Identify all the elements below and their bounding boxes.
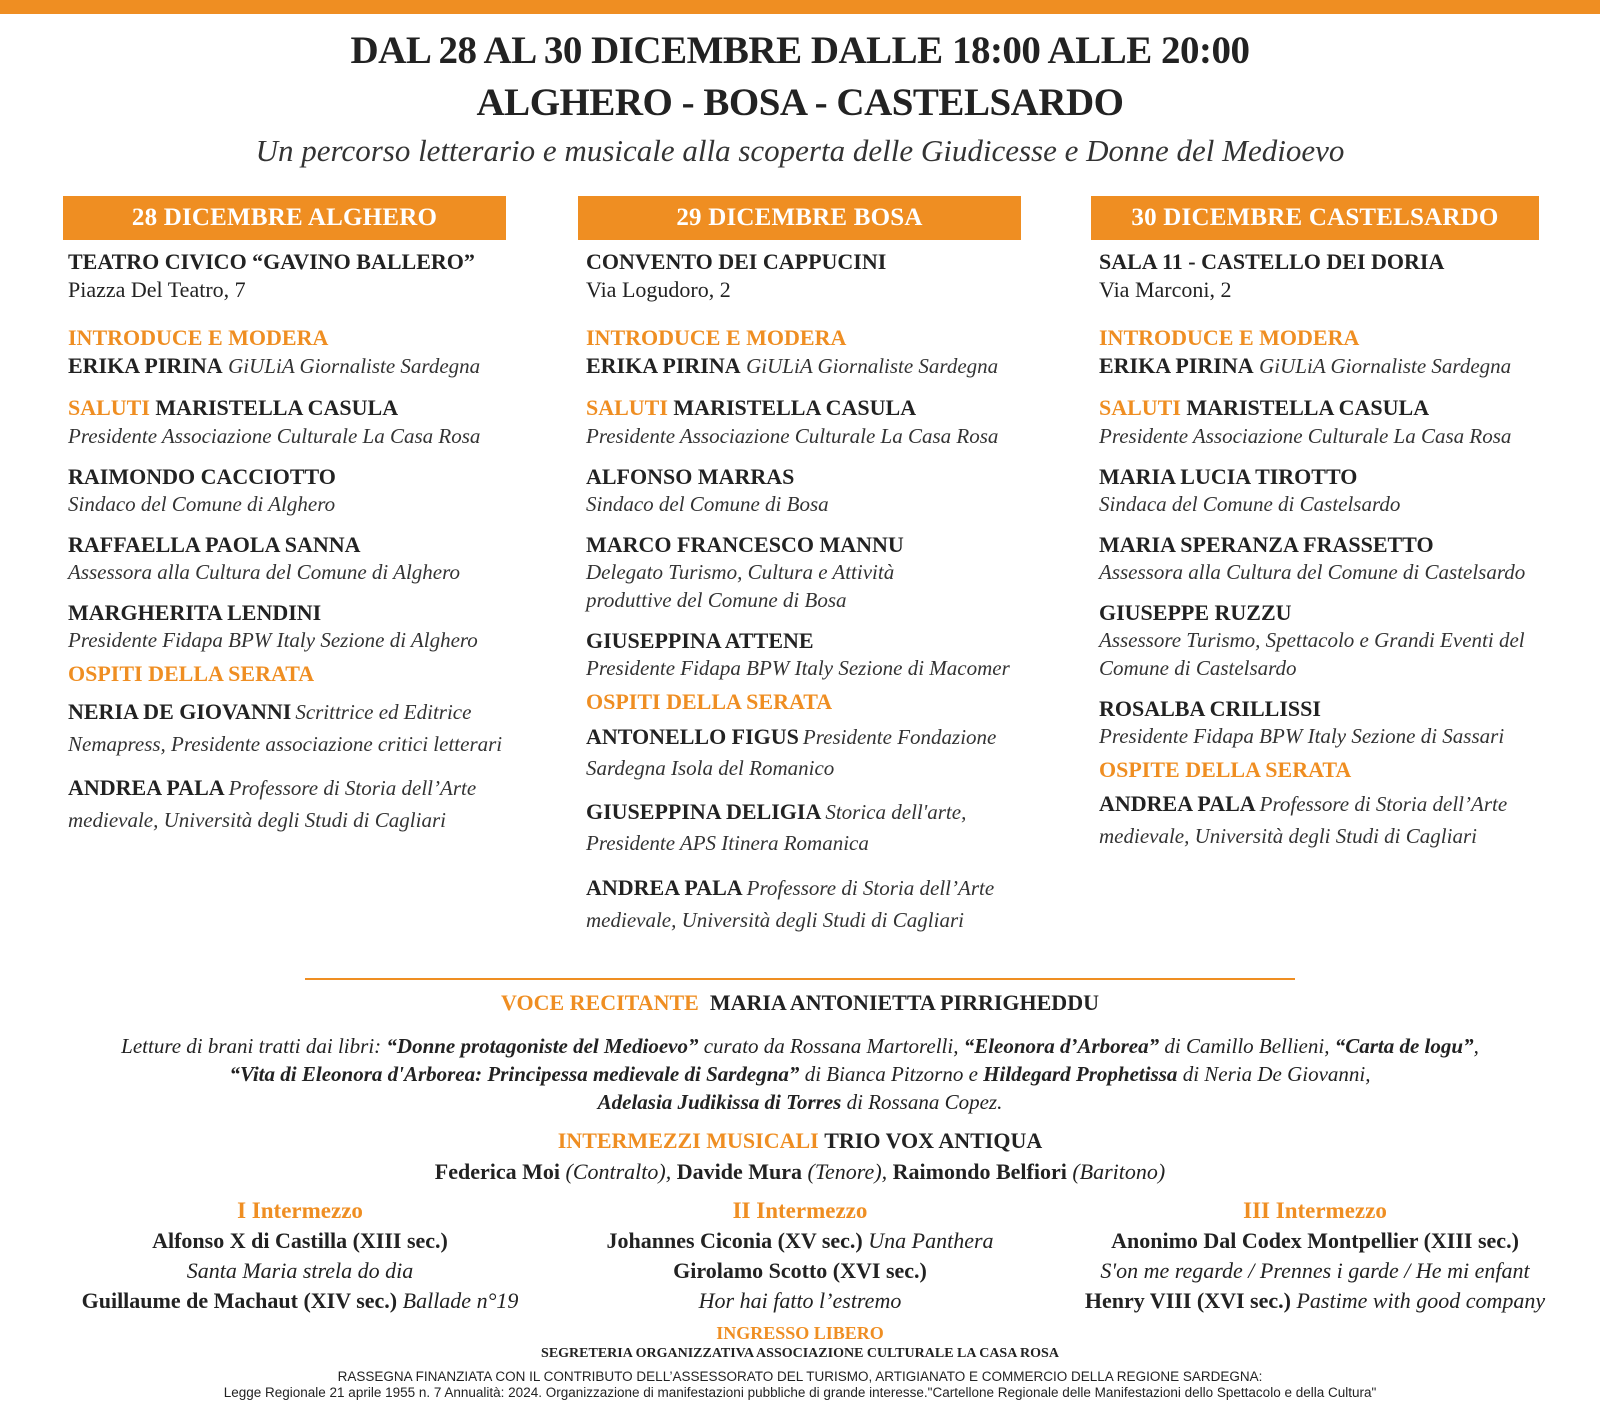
intermezzo-title: I Intermezzo <box>237 1198 363 1223</box>
saluti-role: Presidente Associazione Culturale La Casa Rosa <box>1099 424 1512 448</box>
ensemble-name: TRIO VOX ANTIQUA <box>824 1128 1043 1153</box>
person-entry <box>1099 464 1561 518</box>
rassegna-line-2: Legge Regionale 21 aprile 1955 n. 7 Annualità: 2024. Organizzazione di manifestazioni pubbliche di grande interesse."Cartellone Regionale delle Manifestazioni dello Spettacolo e della Cultura" <box>223 1385 1377 1400</box>
header-subtitle: Un percorso letterario e musicale alla scoperta delle Giudicesse e Donne del Medioevo <box>255 133 1345 168</box>
intro-name: ERIKA PIRINA <box>68 353 223 378</box>
person-name: ROSALBA CRILLISSI <box>1099 696 1321 721</box>
saluti-role: Presidente Associazione Culturale La Casa Rosa <box>68 424 481 448</box>
rassegna-line-1: RASSEGNA FINANZIATA CON IL CONTRIBUTO DELL’ASSESSORATO DEL TURISMO, ARTIGIANATO E COMMERCIO DELLA REGIONE SARDEGNA: <box>337 1369 1263 1384</box>
column-alghero <box>63 196 563 838</box>
intermezzo-title: III Intermezzo <box>1243 1198 1387 1223</box>
column-castelsardo <box>1091 196 1561 854</box>
guest-entry <box>586 872 1006 938</box>
book-author: di Neria De Giovanni, <box>1177 1062 1371 1086</box>
intro-label: INTRODUCE E MODERA <box>586 325 847 350</box>
person-role: Assessore Turismo, Spettacolo e Grandi Eventi del Comune di Castelsardo <box>1099 628 1525 680</box>
saluti-role: Presidente Associazione Culturale La Casa Rosa <box>586 424 999 448</box>
book-author: curato da Rossana Martorelli, <box>698 1034 964 1058</box>
person-role: Sindaca del Comune di Castelsardo <box>1099 492 1401 516</box>
guest-role: Storica dell'arte, Presidente APS Itinera Romanica <box>586 800 967 855</box>
guests-label: OSPITI DELLA SERATA <box>68 661 315 686</box>
guest-name: ANDREA PALA <box>68 775 225 800</box>
person-entry <box>1099 696 1561 750</box>
letture-intro: Letture di brani tratti dai libri: <box>121 1034 387 1058</box>
saluti-label: SALUTI <box>586 395 668 420</box>
top-accent-bar <box>0 0 1600 14</box>
piece-title: S'on me regarde / Prennes i garde / He mi enfant <box>1100 1258 1530 1283</box>
intermezzo-title: II Intermezzo <box>732 1198 868 1223</box>
intro-role: GiULiA Giornaliste Sardegna <box>746 354 999 378</box>
piece-title: Hor hai fatto l’estremo <box>698 1288 902 1313</box>
person-name: RAIMONDO CACCIOTTO <box>68 464 336 489</box>
saluti-name: MARISTELLA CASULA <box>673 395 917 420</box>
person-entry <box>1099 532 1561 586</box>
venue-address: Piazza Del Teatro, 7 <box>68 277 246 302</box>
person-name: MARCO FRANCESCO MANNU <box>586 532 904 557</box>
singer-name: Davide Mura <box>676 1159 802 1184</box>
person-name: GIUSEPPE RUZZU <box>1099 600 1292 625</box>
person-role: Presidente Fidapa BPW Italy Sezione di Alghero <box>68 628 478 652</box>
piece-composer: Anonimo Dal Codex Montpellier (XIII sec.) <box>1111 1228 1519 1253</box>
section-divider <box>305 978 1295 980</box>
segreteria-line: SEGRETERIA ORGANIZZATIVA ASSOCIAZIONE CULTURALE LA CASA ROSA <box>541 1346 1059 1361</box>
person-role: Assessora alla Cultura del Comune di Castelsardo <box>1099 560 1526 584</box>
guest-entry <box>586 722 1026 785</box>
rassegna-text <box>0 1369 1600 1401</box>
piece-title: Ballade n°19 <box>402 1288 519 1313</box>
piece-composer: Johannes Ciconia (XV sec.) <box>606 1228 863 1253</box>
singer-name: Raimondo Belfiori <box>892 1159 1067 1184</box>
singer-voice: (Baritono) <box>1072 1159 1166 1184</box>
column-bosa <box>578 196 1048 938</box>
venue-name: SALA 11 - CASTELLO DEI DORIA <box>1099 249 1445 274</box>
saluti-name: MARISTELLA CASULA <box>155 395 399 420</box>
guest-name: ANDREA PALA <box>1099 791 1256 816</box>
header-cities: ALGHERO - BOSA - CASTELSARDO <box>476 81 1124 124</box>
piece-title: Pastime with good company <box>1296 1288 1546 1313</box>
day-header: 30 DICEMBRE CASTELSARDO <box>1091 196 1539 240</box>
guest-entry <box>68 772 498 838</box>
intermezzo-2 <box>520 1196 1080 1316</box>
intermezzi-heading <box>0 1128 1600 1154</box>
day-header: 29 DICEMBRE BOSA <box>578 196 1021 240</box>
guest-name: GIUSEPPINA DELIGIA <box>586 799 822 824</box>
person-entry <box>1099 600 1561 682</box>
singers-line <box>0 1159 1600 1185</box>
venue-address: Via Marconi, 2 <box>1099 277 1232 302</box>
book-author: di Camillo Bellieni, <box>1159 1034 1335 1058</box>
person-entry <box>68 600 563 654</box>
guest-name: ANTONELLO FIGUS <box>586 724 799 749</box>
venue-name: TEATRO CIVICO “GAVINO BALLERO” <box>68 249 475 274</box>
intro-name: ERIKA PIRINA <box>586 353 741 378</box>
guest-entry <box>68 696 508 762</box>
book-title: “Donne protagoniste del Medioevo” <box>386 1034 699 1058</box>
intro-label: INTRODUCE E MODERA <box>1099 325 1360 350</box>
guest-role: Professore di Storia dell’Arte medievale, Università degli Studi di Cagliari <box>586 876 995 932</box>
book-title: Hildegard Prophetissa <box>983 1062 1178 1086</box>
voce-name: MARIA ANTONIETTA PIRRIGHEDDU <box>709 990 1099 1015</box>
person-role: Delegato Turismo, Cultura e Attività produttive del Comune di Bosa <box>586 560 895 612</box>
intro-label: INTRODUCE E MODERA <box>68 325 329 350</box>
intro-name: ERIKA PIRINA <box>1099 353 1254 378</box>
singer-name: Federica Moi <box>434 1159 560 1184</box>
book-title: “Vita di Eleonora d'Arborea: Principessa medievale di Sardegna” <box>229 1062 800 1086</box>
voce-recitante <box>0 990 1600 1016</box>
venue-name: CONVENTO DEI CAPPUCINI <box>586 249 887 274</box>
person-role: Assessora alla Cultura del Comune di Alghero <box>68 560 461 584</box>
person-name: ALFONSO MARRAS <box>586 464 795 489</box>
voce-label: VOCE RECITANTE <box>501 990 699 1015</box>
person-entry <box>68 532 563 586</box>
guest-entry <box>1099 788 1529 854</box>
intro-role: GiULiA Giornaliste Sardegna <box>228 354 481 378</box>
intermezzo-1 <box>20 1196 580 1316</box>
person-name: GIUSEPPINA ATTENE <box>586 628 814 653</box>
singer-voice: (Tenore), <box>807 1159 888 1184</box>
letture-text <box>0 1032 1600 1116</box>
person-role: Presidente Fidapa BPW Italy Sezione di Sassari <box>1099 724 1505 748</box>
header-dates: DAL 28 AL 30 DICEMBRE DALLE 18:00 ALLE 20:00 <box>350 29 1250 72</box>
guest-name: NERIA DE GIOVANNI <box>68 699 292 724</box>
guest-role: Presidente Fondazione Sardegna Isola del Romanico <box>586 725 997 780</box>
singer-voice: (Contralto), <box>565 1159 672 1184</box>
day-header: 28 DICEMBRE ALGHERO <box>63 196 506 240</box>
guests-label: OSPITI DELLA SERATA <box>586 689 833 714</box>
person-name: MARIA LUCIA TIROTTO <box>1099 464 1358 489</box>
book-title: “Eleonora d’Arborea” <box>963 1034 1160 1058</box>
guests-label: OSPITE DELLA SERATA <box>1099 757 1352 782</box>
book-title: “Carta de logu” <box>1334 1034 1474 1058</box>
piece-composer: Henry VIII (XVI sec.) <box>1084 1288 1291 1313</box>
person-entry <box>586 532 1048 614</box>
guest-role: Scrittrice ed Editrice Nemapress, Presidente associazione critici letterari <box>68 700 503 756</box>
piece-composer: Alfonso X di Castilla (XIII sec.) <box>152 1228 448 1253</box>
ingresso-libero <box>0 1323 1600 1344</box>
guest-name: ANDREA PALA <box>586 875 743 900</box>
person-entry <box>68 464 563 518</box>
person-name: MARGHERITA LENDINI <box>68 600 322 625</box>
piece-title: Santa Maria strela do dia <box>186 1258 414 1283</box>
venue-address: Via Logudoro, 2 <box>586 277 731 302</box>
person-name: RAFFAELLA PAOLA SANNA <box>68 532 361 557</box>
ingresso-label: INGRESSO LIBERO <box>716 1323 884 1343</box>
person-entry <box>586 464 1048 518</box>
guest-role: Professore di Storia dell’Arte medievale, Università degli Studi di Cagliari <box>68 776 477 832</box>
piece-composer: Guillaume de Machaut (XIV sec.) <box>81 1288 398 1313</box>
person-role: Presidente Fidapa BPW Italy Sezione di Macomer <box>586 656 1010 680</box>
person-role: Sindaco del Comune di Bosa <box>586 492 829 516</box>
saluti-label: SALUTI <box>68 395 150 420</box>
book-title: Adelasia Judikissa di Torres <box>597 1090 842 1114</box>
piece-composer: Girolamo Scotto (XVI sec.) <box>673 1258 927 1283</box>
person-role: Sindaco del Comune di Alghero <box>68 492 336 516</box>
guest-role: Professore di Storia dell’Arte medievale, Università degli Studi di Cagliari <box>1099 792 1508 848</box>
punctuation: , <box>1473 1034 1479 1058</box>
intermezzo-3 <box>1040 1196 1590 1316</box>
guest-entry <box>586 797 1006 860</box>
person-name: MARIA SPERANZA FRASSETTO <box>1099 532 1434 557</box>
piece-title: Una Panthera <box>868 1228 994 1253</box>
saluti-label: SALUTI <box>1099 395 1181 420</box>
book-author: di Bianca Pitzorno e <box>799 1062 984 1086</box>
saluti-name: MARISTELLA CASULA <box>1186 395 1430 420</box>
book-author: di Rossana Copez. <box>841 1090 1003 1114</box>
intermezzi-label: INTERMEZZI MUSICALI <box>557 1128 819 1153</box>
person-entry <box>586 628 1048 682</box>
intro-role: GiULiA Giornaliste Sardegna <box>1259 354 1512 378</box>
